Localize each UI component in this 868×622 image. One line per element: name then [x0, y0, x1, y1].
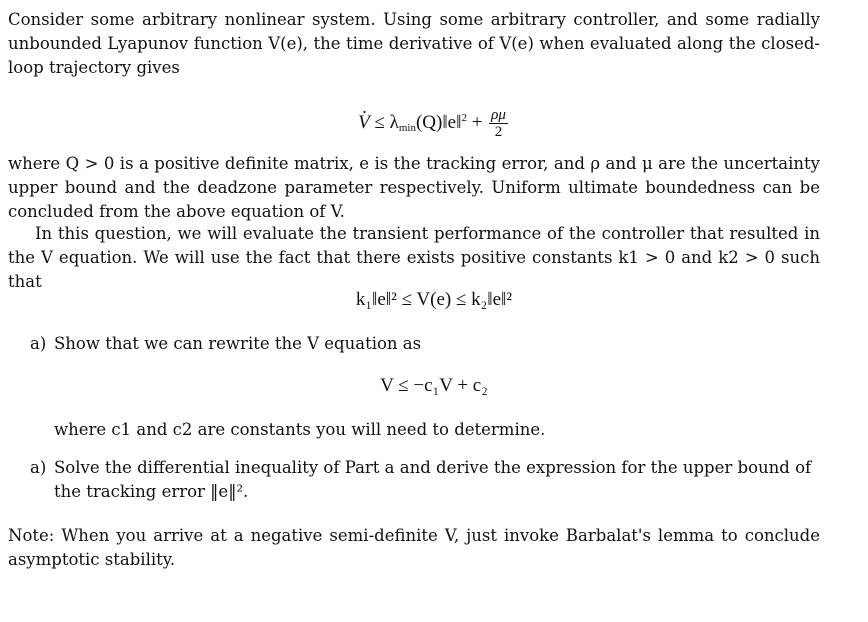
eq1-denominator: 2: [494, 124, 503, 141]
equation-k-bounds: k₁‖e‖² ≤ V(e) ≤ k₂‖e‖²: [355, 289, 513, 310]
part-a-label: a): [30, 334, 47, 353]
part-b-text: Solve the differential inequality of Part a and derive the expression for the upper bound of the tracking error ‖e‖².: [54, 458, 812, 501]
eq1-numerator: ρμ: [491, 107, 506, 124]
part-b-label: a): [30, 458, 47, 477]
note-paragraph: Note: When you arrive at a negative semi-definite V, just invoke Barbalat's lemma to conclude asymptotic stability.: [8, 526, 820, 569]
part-a-text: Show that we can rewrite the V equation as: [54, 334, 422, 353]
part-a-item: [30, 332, 822, 356]
eq1-middle: ≤ λ: [374, 112, 399, 133]
equation-c-form: V ≤ −c₁V + c₂: [380, 375, 488, 396]
equation-vdot-bound: [0, 104, 868, 142]
part-b-item: [30, 456, 822, 504]
eq1-plus: +: [471, 112, 483, 133]
eq1-fraction: [489, 107, 508, 140]
eq1-sub: min: [398, 122, 416, 134]
intro-paragraph: Consider some arbitrary nonlinear system. Using some arbitrary controller, and some radially unbounded Lyapunov function V(e), the time derivative of V(e) when evaluated along the closed-loop trajectory gives: [8, 10, 820, 77]
where-paragraph: where Q > 0 is a positive definite matrix, e is the tracking error, and ρ and μ are the uncertainty upper bound and the deadzone parameter respectively. Uniform ultimate boundedness can be concluded from the above equation of V.: [8, 154, 820, 221]
eq1-after: (Q)‖e‖: [415, 112, 462, 133]
constants-paragraph: where c1 and c2 are constants you will need to determine.: [54, 420, 546, 439]
eq1-sup: 2: [461, 112, 467, 124]
question-paragraph: In this question, we will evaluate the transient performance of the controller that resulted in the V equation. We will use the fact that there exists positive constants k1 > 0 and k2 > 0 such that: [8, 224, 820, 291]
eq1-lhs: · V: [358, 109, 370, 137]
